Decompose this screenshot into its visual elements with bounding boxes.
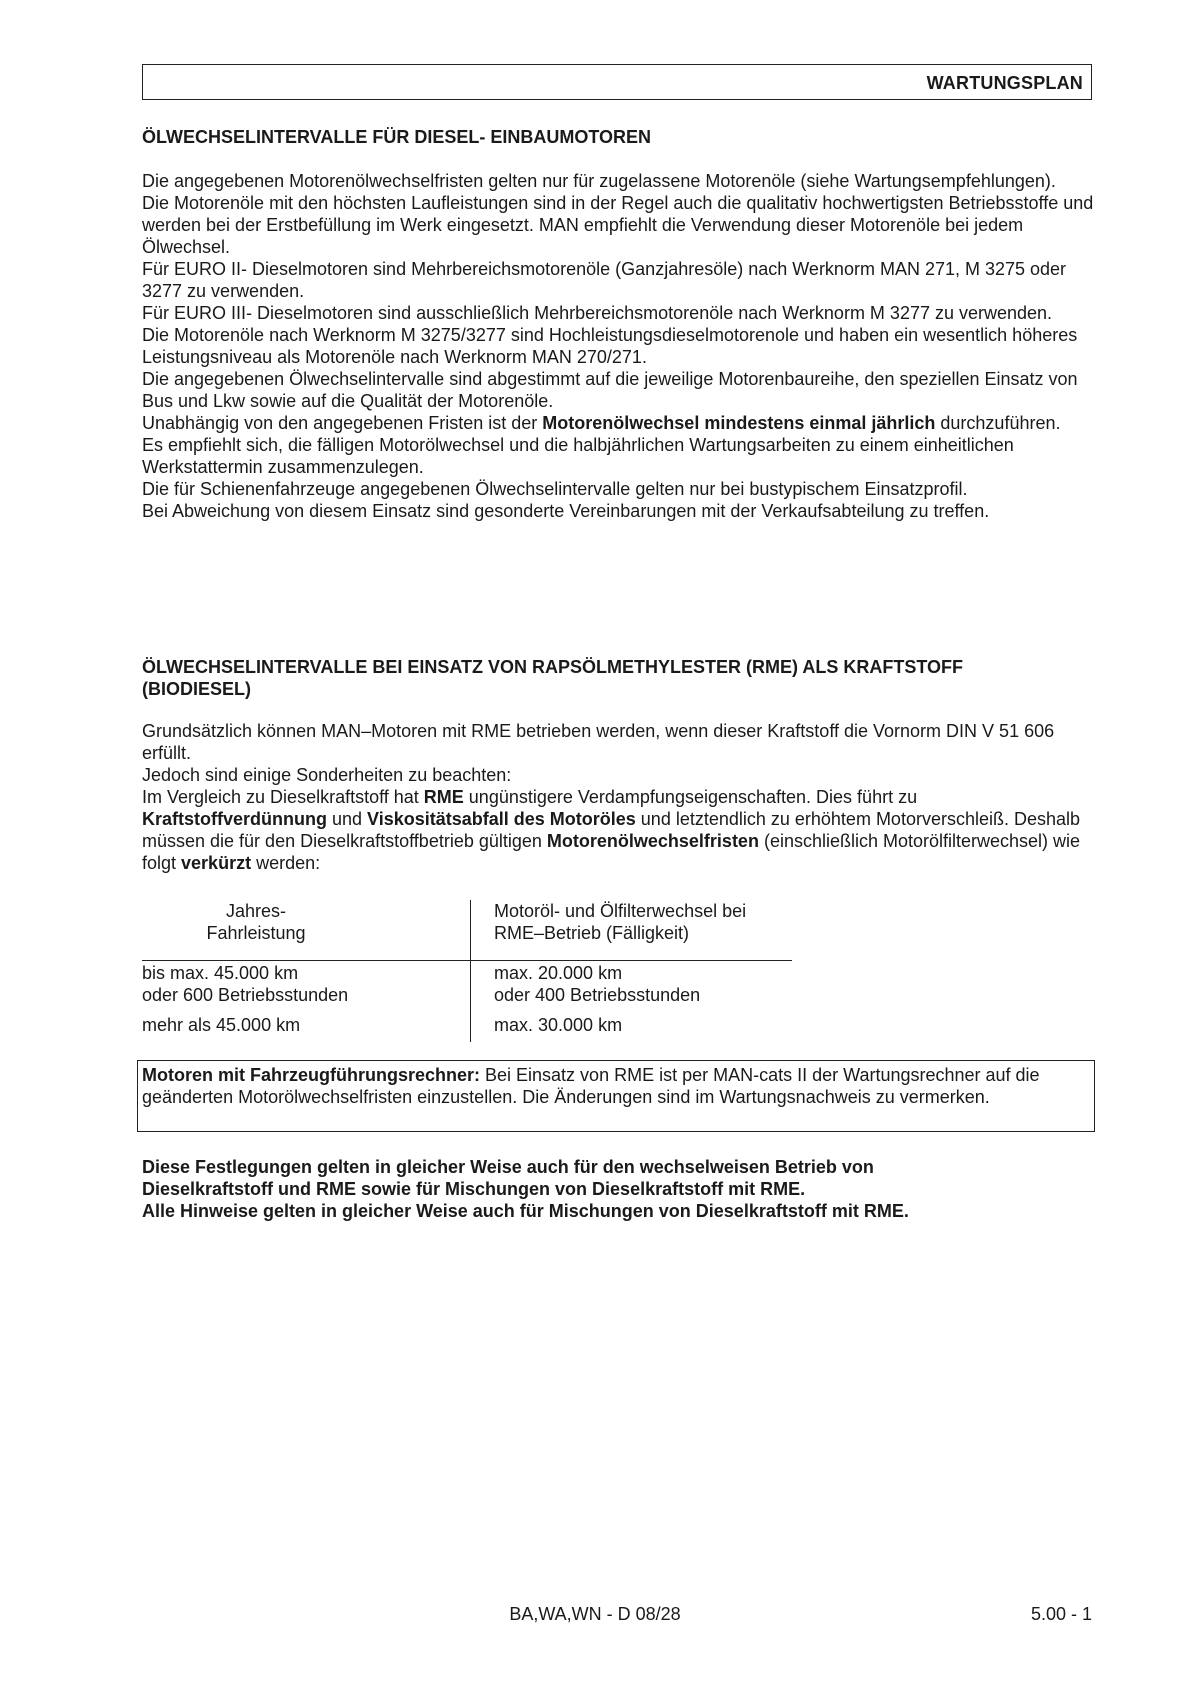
section1-heading: ÖLWECHSELINTERVALLE FÜR DIESEL- EINBAUMOTOREN (142, 127, 652, 147)
table-divider-horizontal (142, 960, 792, 961)
footer-page-number: 5.00 - 1 (1030, 1604, 1092, 1624)
table-cell: max. 20.000 km oder 400 Betriebsstunden (494, 963, 701, 1005)
section2-paragraph: Im Vergleich zu Dieselkraftstoff hat RME ungünstigere Verdampfungseigenschaften. Dies führt zu Kraftstoffverdünnung und Viskositätsabfall des Motoröles und letztendlich zu erhöhtem Motorverschleiß. Deshalb müssen die für den Dieselkraftstoffbetrieb gültigen Motorenölwechselfristen (einschließlich Motorölfilterwechsel) wie folgt verkürzt werden: (142, 787, 1081, 873)
section1-body (142, 170, 1102, 522)
emphasis-text: Motorenölwechselfristen (546, 831, 759, 851)
section1-paragraph: Für EURO III- Dieselmotoren sind ausschließlich Mehrbereichsmotorenöle nach Werknorm M 3277 zu verwenden. (142, 303, 1053, 323)
section1-paragraph: Die Motorenöle nach Werknorm M 3275/3277 sind Hochleistungsdieselmotorenole und haben ein wesentlich höheres Leistungsniveau als Motorenöle nach Werknorm MAN 270/271. (142, 325, 1078, 367)
table-cell: bis max. 45.000 km oder 600 Betriebsstunden (142, 963, 349, 1005)
section1-paragraph: Für EURO II- Dieselmotoren sind Mehrbereichsmotorenöle (Ganzjahresöle) nach Werknorm MAN 271, M 3275 oder 3277 zu verwenden. (142, 259, 1067, 301)
section1-paragraph: Die angegebenen Ölwechselintervalle sind abgestimmt auf die jeweilige Motorenbaureihe, den speziellen Einsatz von Bus und Lkw sowie auf die Qualität der Motorenöle. (142, 369, 1078, 411)
table-header-mileage: Jahres- Fahrleistung (206, 901, 306, 943)
section2-heading: ÖLWECHSELINTERVALLE BEI EINSATZ VON RAPSÖLMETHYLESTER (RME) ALS KRAFTSTOFF (BIODIESEL) (142, 657, 964, 699)
final-remarks: Diese Festlegungen gelten in gleicher Weise auch für den wechselweisen Betrieb von Dieselkraftstoff und RME sowie für Mischungen von Dieselkraftstoff mit RME. Alle Hinweise gelten in gleicher Weise auch für Mischungen von Dieselkraftstoff mit RME. (142, 1157, 909, 1221)
section2-body (142, 720, 1102, 874)
footer-doc-ref: BA,WA,WN - D 08/28 (509, 1604, 681, 1624)
rme-interval-table (142, 900, 792, 1042)
emphasis-text: Viskositätsabfall des Motoröles (367, 809, 636, 829)
table-divider-vertical (470, 900, 471, 1042)
header-title: WARTUNGSPLAN (926, 73, 1083, 93)
table-cell: max. 30.000 km (494, 1015, 623, 1035)
section1-paragraph: Unabhängig von den angegebenen Fristen ist der Motorenölwechsel mindestens einmal jährlich durchzuführen. (142, 413, 1061, 433)
table-header-interval: Motoröl- und Ölfilterwechsel bei RME–Betrieb (Fälligkeit) (494, 901, 747, 943)
emphasis-text: RME (423, 787, 464, 807)
note-text: Bei Einsatz von RME ist per MAN-cats II der Wartungsrechner auf die geänderten Motorölwechselfristen einzustellen. Die Änderungen sind im Wartungsnachweis zu vermerken. (142, 1065, 1040, 1107)
section1-paragraph: Bei Abweichung von diesem Einsatz sind gesonderte Vereinbarungen mit der Verkaufsabteilung zu treffen. (142, 501, 990, 521)
emphasis-text: Motorenölwechsel mindestens einmal jährlich (542, 413, 936, 433)
section1-paragraph: Es empfiehlt sich, die fälligen Motorölwechsel und die halbjährlichen Wartungsarbeiten zu einem einheitlichen Werkstattermin zusammenzulegen. (142, 435, 1014, 477)
emphasis-text: Kraftstoffverdünnung (142, 809, 327, 829)
note-label: Motoren mit Fahrzeugführungsrechner: (142, 1065, 481, 1085)
emphasis-text: verkürzt (181, 853, 252, 873)
section1-paragraph: Die für Schienenfahrzeuge angegebenen Ölwechselintervalle gelten nur bei bustypischem Einsatzprofil. (142, 479, 968, 499)
section1-paragraph: Die angegebenen Motorenölwechselfristen gelten nur für zugelassene Motorenöle (siehe Wartungsempfehlungen). (142, 171, 1056, 191)
section2-paragraph: Grundsätzlich können MAN–Motoren mit RME betrieben werden, wenn dieser Kraftstoff die Vornorm DIN V 51 606 erfüllt. (142, 721, 1055, 763)
table-cell: mehr als 45.000 km (142, 1015, 301, 1035)
section2-paragraph: Jedoch sind einige Sonderheiten zu beachten: (142, 765, 512, 785)
section1-paragraph: Die Motorenöle mit den höchsten Laufleistungen sind in der Regel auch die qualitativ hochwertigsten Betriebsstoffe und werden bei der Erstbefüllung im Werk eingesetzt. MAN empfiehlt die Verwendung dieser Motorenöle bei jedem Ölwechsel. (142, 193, 1094, 257)
header-box (142, 64, 1092, 100)
note-box (137, 1060, 1095, 1132)
